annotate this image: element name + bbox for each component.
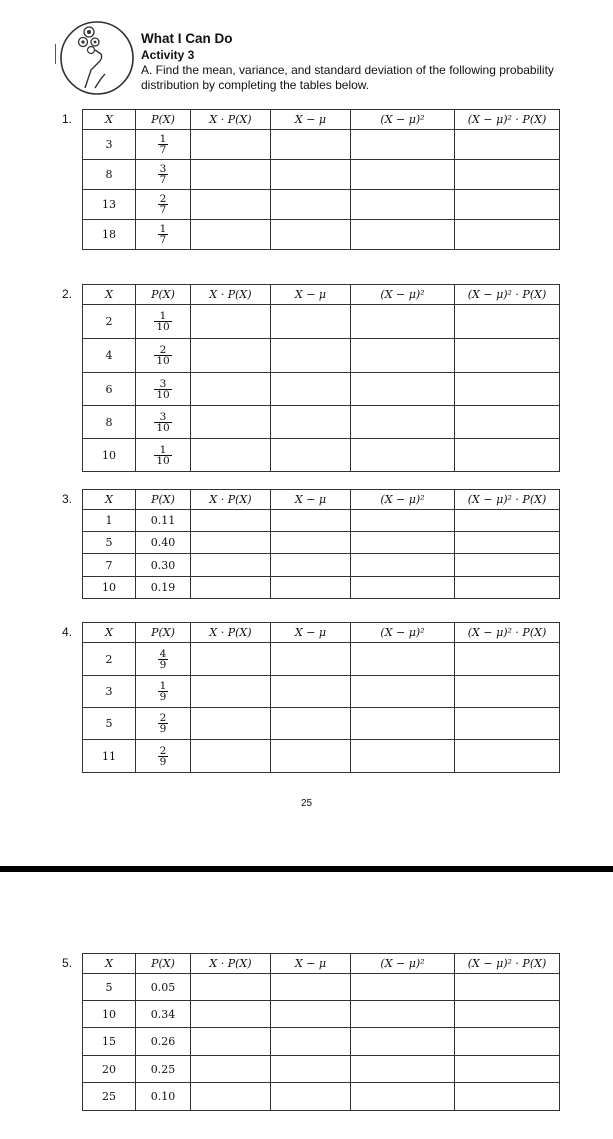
column-header: (X − μ)² · P(X): [455, 623, 560, 643]
x-value: 3: [83, 676, 136, 708]
answer-cell[interactable]: [351, 439, 455, 472]
column-header: X − μ: [271, 285, 351, 305]
activity-header: [141, 30, 601, 93]
answer-cell[interactable]: [271, 974, 351, 1001]
answer-cell[interactable]: [191, 676, 271, 708]
column-header: (X − μ)²: [351, 623, 455, 643]
column-header: X · P(X): [191, 490, 271, 510]
x-value: 3: [83, 130, 136, 160]
answer-cell[interactable]: [351, 974, 455, 1001]
table-row: [83, 373, 560, 406]
answer-cell[interactable]: [351, 532, 455, 554]
column-header: X − μ: [271, 490, 351, 510]
answer-cell[interactable]: [455, 676, 560, 708]
answer-cell[interactable]: [271, 708, 351, 740]
table-row: [83, 130, 560, 160]
numerator: 2: [159, 344, 167, 356]
denominator: 10: [156, 388, 170, 401]
table-header-row: [83, 285, 560, 305]
table-row: [83, 740, 560, 773]
fraction: [154, 311, 171, 332]
fraction: [158, 194, 169, 215]
table-header-row: [83, 954, 560, 974]
answer-cell[interactable]: [191, 577, 271, 599]
column-header: X: [83, 623, 136, 643]
denominator: 9: [159, 658, 167, 671]
numerator: 3: [159, 410, 167, 423]
column-header: (X − μ)² · P(X): [455, 110, 560, 130]
table-row: [83, 554, 560, 577]
numerator: 2: [159, 712, 167, 724]
answer-cell[interactable]: [191, 1001, 271, 1028]
table-row: [83, 1001, 560, 1028]
answer-cell[interactable]: [455, 373, 560, 406]
answer-cell[interactable]: [351, 643, 455, 676]
fraction: [158, 746, 169, 767]
table-row: [83, 305, 560, 339]
probability-value: [136, 220, 191, 250]
x-value: 25: [83, 1083, 136, 1111]
x-value: 1: [83, 510, 136, 532]
probability-value: 0.11: [136, 510, 191, 532]
answer-cell[interactable]: [455, 708, 560, 740]
numerator: 3: [159, 163, 167, 175]
answer-cell[interactable]: [351, 740, 455, 773]
answer-cell[interactable]: [455, 532, 560, 554]
column-header: P(X): [136, 110, 191, 130]
answer-cell[interactable]: [351, 339, 455, 373]
probability-value: [136, 160, 191, 190]
answer-cell[interactable]: [271, 1001, 351, 1028]
answer-cell[interactable]: [191, 532, 271, 554]
answer-cell[interactable]: [191, 373, 271, 406]
column-header: (X − μ)²: [351, 490, 455, 510]
instructions: A. Find the mean, variance, and standard deviation of the following probability distribution by completing the tables below.: [141, 63, 554, 92]
page-number: 25: [300, 798, 313, 809]
answer-cell[interactable]: [191, 1028, 271, 1056]
table-row: [83, 439, 560, 472]
answer-cell[interactable]: [351, 406, 455, 439]
answer-cell[interactable]: [191, 554, 271, 577]
fraction: [158, 681, 169, 702]
table-header-row: [83, 623, 560, 643]
answer-cell[interactable]: [191, 510, 271, 532]
table-header-row: [83, 490, 560, 510]
x-value: 8: [83, 406, 136, 439]
probability-table-2: [82, 284, 560, 472]
answer-cell[interactable]: [271, 406, 351, 439]
x-value: 2: [83, 305, 136, 339]
probability-value: [136, 130, 191, 160]
probability-table-3: [82, 489, 560, 599]
numerator: 2: [159, 193, 167, 205]
gears-thinking-icon: [55, 18, 135, 98]
table-row: [83, 1056, 560, 1083]
x-value: 13: [83, 190, 136, 220]
item-number: 4.: [62, 625, 73, 639]
item-number: 1.: [62, 112, 73, 126]
answer-cell[interactable]: [351, 577, 455, 599]
answer-cell[interactable]: [271, 339, 351, 373]
answer-cell[interactable]: [455, 974, 560, 1001]
numerator: 1: [159, 680, 167, 692]
numerator: 1: [159, 310, 167, 322]
numerator: 3: [159, 377, 167, 390]
answer-cell[interactable]: [271, 554, 351, 577]
table-header-row: [83, 110, 560, 130]
numerator: 1: [159, 133, 167, 145]
answer-cell[interactable]: [271, 1083, 351, 1111]
denominator: 10: [156, 421, 170, 434]
x-value: 5: [83, 532, 136, 554]
answer-cell[interactable]: [351, 160, 455, 190]
table-row: [83, 708, 560, 740]
answer-cell[interactable]: [455, 339, 560, 373]
answer-cell[interactable]: [455, 130, 560, 160]
x-value: 2: [83, 643, 136, 676]
probability-value: [136, 190, 191, 220]
table-row: [83, 676, 560, 708]
answer-cell[interactable]: [271, 305, 351, 339]
table-row: [83, 532, 560, 554]
answer-cell[interactable]: [271, 160, 351, 190]
probability-value: [136, 305, 191, 339]
x-value: 10: [83, 439, 136, 472]
column-header: X − μ: [271, 954, 351, 974]
answer-cell[interactable]: [271, 1028, 351, 1056]
answer-cell[interactable]: [455, 1028, 560, 1056]
answer-cell[interactable]: [271, 190, 351, 220]
column-header: X: [83, 954, 136, 974]
x-value: 15: [83, 1028, 136, 1056]
answer-cell[interactable]: [191, 1083, 271, 1111]
column-header: X · P(X): [191, 110, 271, 130]
x-value: 6: [83, 373, 136, 406]
probability-table-1: [82, 109, 560, 250]
answer-cell[interactable]: [271, 373, 351, 406]
answer-cell[interactable]: [191, 439, 271, 472]
table-row: [83, 1028, 560, 1056]
answer-cell[interactable]: [191, 190, 271, 220]
answer-cell[interactable]: [351, 1001, 455, 1028]
column-header: X · P(X): [191, 954, 271, 974]
answer-cell[interactable]: [455, 190, 560, 220]
answer-cell[interactable]: [351, 190, 455, 220]
column-header: (X − μ)² · P(X): [455, 490, 560, 510]
column-header: (X − μ)²: [351, 285, 455, 305]
answer-cell[interactable]: [455, 1001, 560, 1028]
table-row: [83, 577, 560, 599]
answer-cell[interactable]: [455, 406, 560, 439]
answer-cell[interactable]: [271, 220, 351, 250]
fraction: [158, 224, 169, 245]
answer-cell[interactable]: [455, 1056, 560, 1083]
item-number: 2.: [62, 287, 73, 301]
probability-value: 0.34: [136, 1001, 191, 1028]
answer-cell[interactable]: [191, 339, 271, 373]
answer-cell[interactable]: [191, 1056, 271, 1083]
column-header: P(X): [136, 954, 191, 974]
table-row: [83, 643, 560, 676]
probability-value: 0.05: [136, 974, 191, 1001]
table-row: [83, 406, 560, 439]
answer-cell[interactable]: [191, 643, 271, 676]
numerator: 1: [159, 443, 167, 456]
probability-value: 0.40: [136, 532, 191, 554]
x-value: 4: [83, 339, 136, 373]
x-value: 8: [83, 160, 136, 190]
answer-cell[interactable]: [351, 1028, 455, 1056]
denominator: 9: [159, 723, 167, 735]
column-header: X − μ: [271, 623, 351, 643]
answer-cell[interactable]: [191, 305, 271, 339]
answer-cell[interactable]: [271, 1056, 351, 1083]
denominator: 10: [156, 355, 170, 367]
answer-cell[interactable]: [271, 643, 351, 676]
answer-cell[interactable]: [271, 676, 351, 708]
answer-cell[interactable]: [191, 974, 271, 1001]
answer-cell[interactable]: [191, 220, 271, 250]
page-divider: [0, 866, 613, 872]
probability-table-5: [82, 953, 560, 1111]
answer-cell[interactable]: [351, 708, 455, 740]
denominator: 7: [159, 234, 167, 246]
item-number: 3.: [62, 492, 73, 506]
answer-cell[interactable]: [271, 577, 351, 599]
column-header: P(X): [136, 285, 191, 305]
item-number: 5.: [62, 956, 73, 970]
answer-cell[interactable]: [271, 532, 351, 554]
answer-cell[interactable]: [351, 676, 455, 708]
answer-cell[interactable]: [455, 643, 560, 676]
probability-value: [136, 740, 191, 773]
answer-cell[interactable]: [455, 160, 560, 190]
answer-cell[interactable]: [191, 160, 271, 190]
denominator: 7: [159, 174, 167, 186]
column-header: X − μ: [271, 110, 351, 130]
answer-cell[interactable]: [455, 554, 560, 577]
table-row: [83, 160, 560, 190]
probability-value: 0.25: [136, 1056, 191, 1083]
answer-cell[interactable]: [455, 740, 560, 773]
x-value: 18: [83, 220, 136, 250]
answer-cell[interactable]: [191, 708, 271, 740]
probability-value: [136, 676, 191, 708]
x-value: 10: [83, 1001, 136, 1028]
answer-cell[interactable]: [271, 130, 351, 160]
answer-cell[interactable]: [191, 740, 271, 773]
column-header: X · P(X): [191, 285, 271, 305]
fraction: [158, 134, 169, 155]
probability-value: 0.19: [136, 577, 191, 599]
probability-value: [136, 643, 191, 676]
x-value: 10: [83, 577, 136, 599]
numerator: 2: [159, 744, 167, 757]
answer-cell[interactable]: [271, 510, 351, 532]
fraction: [158, 164, 169, 185]
table-row: [83, 510, 560, 532]
answer-cell[interactable]: [351, 305, 455, 339]
x-value: 5: [83, 708, 136, 740]
column-header: (X − μ)² · P(X): [455, 954, 560, 974]
probability-value: [136, 373, 191, 406]
fraction: [154, 412, 171, 433]
answer-cell[interactable]: [271, 740, 351, 773]
answer-cell[interactable]: [351, 1083, 455, 1111]
answer-cell[interactable]: [351, 130, 455, 160]
column-header: X: [83, 110, 136, 130]
answer-cell[interactable]: [191, 406, 271, 439]
table-row: [83, 1083, 560, 1111]
x-value: 7: [83, 554, 136, 577]
column-header: (X − μ)²: [351, 954, 455, 974]
denominator: 7: [159, 144, 167, 156]
column-header: (X − μ)² · P(X): [455, 285, 560, 305]
answer-cell[interactable]: [455, 577, 560, 599]
probability-value: [136, 439, 191, 472]
answer-cell[interactable]: [455, 1083, 560, 1111]
answer-cell[interactable]: [455, 510, 560, 532]
column-header: X · P(X): [191, 623, 271, 643]
probability-value: 0.10: [136, 1083, 191, 1111]
probability-value: [136, 708, 191, 740]
answer-cell[interactable]: [455, 220, 560, 250]
probability-table-4: [82, 622, 560, 773]
table-row: [83, 190, 560, 220]
column-header: X: [83, 285, 136, 305]
answer-cell[interactable]: [351, 373, 455, 406]
answer-cell[interactable]: [351, 1056, 455, 1083]
activity-label: Activity 3: [141, 48, 195, 62]
table-row: [83, 974, 560, 1001]
answer-cell[interactable]: [455, 439, 560, 472]
fraction: [158, 713, 169, 734]
table-row: [83, 339, 560, 373]
probability-value: [136, 406, 191, 439]
probability-value: 0.30: [136, 554, 191, 577]
x-value: 20: [83, 1056, 136, 1083]
probability-value: [136, 339, 191, 373]
fraction: [154, 445, 171, 466]
column-header: P(X): [136, 623, 191, 643]
denominator: 10: [156, 321, 170, 333]
answer-cell[interactable]: [271, 439, 351, 472]
answer-cell[interactable]: [351, 554, 455, 577]
fraction: [158, 649, 169, 670]
denominator: 7: [159, 204, 167, 216]
denominator: 9: [159, 755, 167, 768]
probability-value: 0.26: [136, 1028, 191, 1056]
answer-cell[interactable]: [351, 220, 455, 250]
column-header: P(X): [136, 490, 191, 510]
denominator: 9: [159, 691, 167, 703]
numerator: 1: [159, 223, 167, 235]
column-header: X: [83, 490, 136, 510]
x-value: 5: [83, 974, 136, 1001]
section-title: What I Can Do: [141, 31, 233, 46]
answer-cell[interactable]: [455, 305, 560, 339]
x-value: 11: [83, 740, 136, 773]
table-row: [83, 220, 560, 250]
fraction: [154, 345, 171, 366]
numerator: 4: [159, 647, 167, 660]
column-header: (X − μ)²: [351, 110, 455, 130]
answer-cell[interactable]: [351, 510, 455, 532]
fraction: [154, 379, 171, 400]
answer-cell[interactable]: [191, 130, 271, 160]
denominator: 10: [156, 454, 170, 467]
